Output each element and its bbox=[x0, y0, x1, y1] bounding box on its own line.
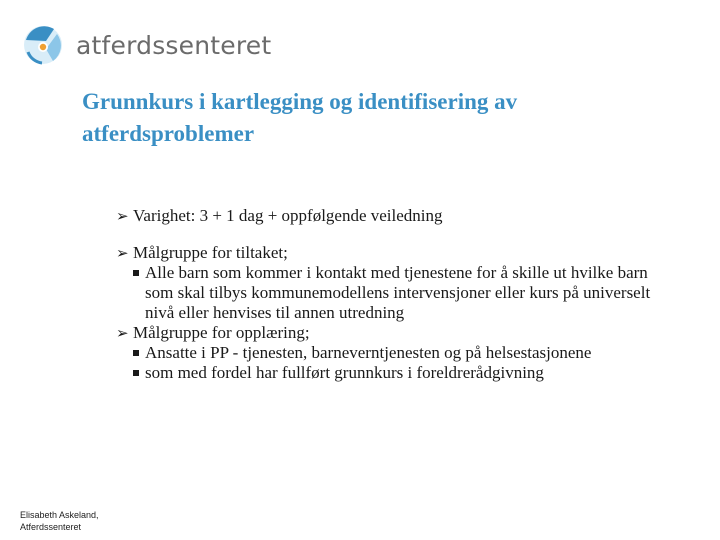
bullet-item bbox=[116, 206, 676, 226]
sub-bullet-item bbox=[116, 263, 676, 323]
sub-bullet-text: som med fordel har fullført grunnkurs i foreldrerådgivning bbox=[145, 363, 544, 382]
bullet-item bbox=[116, 323, 676, 343]
arrow-bullet-icon: ➢ bbox=[116, 207, 129, 225]
bullet-text: Målgruppe for opplæring; bbox=[133, 323, 310, 342]
footer-line-org: Atferdssenteret bbox=[20, 522, 82, 532]
footer-line-name: Elisabeth Askeland, bbox=[20, 510, 99, 520]
slide-title: Grunnkurs i kartlegging og identifisering av atferdsproblemer bbox=[82, 89, 518, 146]
logo bbox=[20, 22, 271, 68]
bullet-text: Målgruppe for tiltaket; bbox=[133, 243, 288, 262]
sub-bullet-item bbox=[116, 363, 676, 383]
bullet-text: Varighet: 3 + 1 dag + oppfølgende veiledning bbox=[133, 206, 443, 225]
sub-bullet-item bbox=[116, 343, 676, 363]
logo-text: atferdssenteret bbox=[76, 30, 272, 60]
square-bullet-icon bbox=[133, 350, 139, 356]
square-bullet-icon bbox=[133, 270, 139, 276]
square-bullet-icon bbox=[133, 370, 139, 376]
footer-author bbox=[20, 509, 99, 533]
arrow-bullet-icon: ➢ bbox=[116, 324, 129, 342]
sub-bullet-text: Alle barn som kommer i kontakt med tjenestene for å skille ut hvilke barn som skal tilbys kommunemodellens intervensjoner eller kurs på universelt nivå eller henvises til annen utredning bbox=[145, 263, 651, 322]
bullet-item bbox=[116, 243, 676, 263]
sub-bullet-text: Ansatte i PP - tjenesten, barneverntjenesten og på helsestasjonene bbox=[145, 343, 592, 362]
arrow-bullet-icon: ➢ bbox=[116, 244, 129, 262]
atferdssenteret-logo-icon bbox=[20, 22, 66, 68]
bullet-list bbox=[116, 206, 676, 383]
